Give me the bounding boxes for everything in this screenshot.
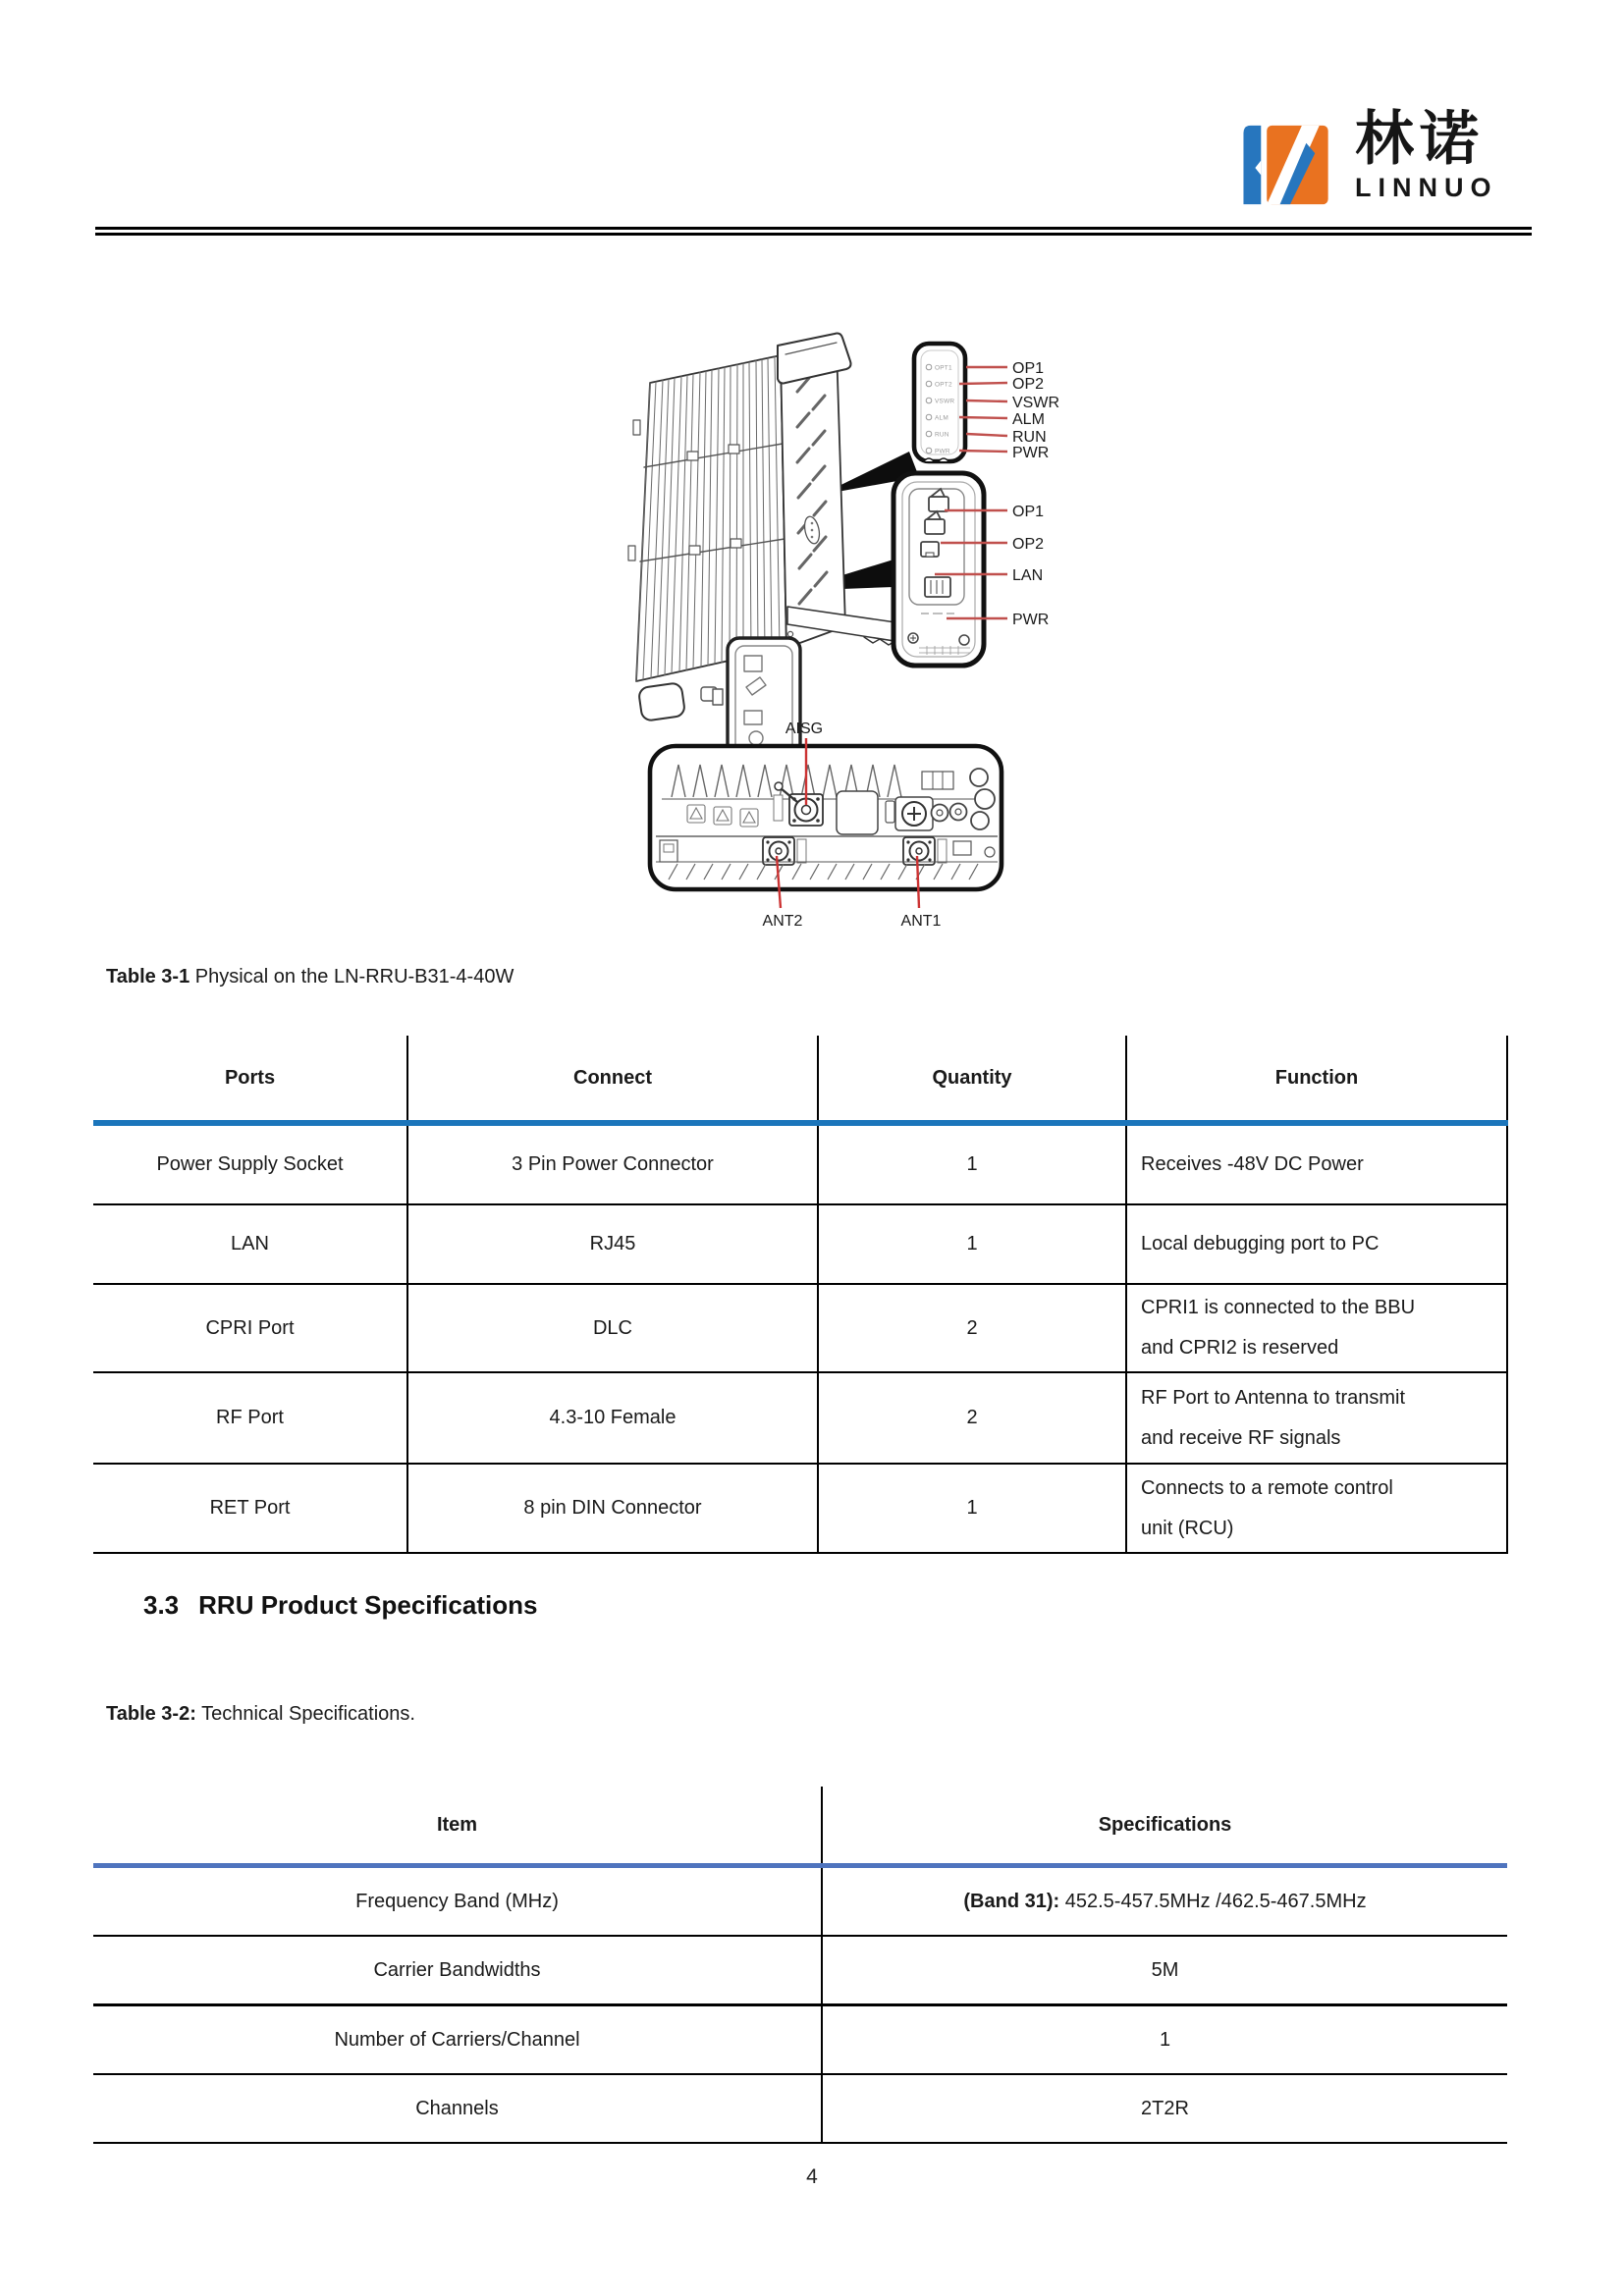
cell-port: RET Port (93, 1464, 407, 1553)
table-row (93, 2074, 1507, 2143)
bottom-callout-aisg: AISG (785, 721, 824, 737)
cell-connect: 3 Pin Power Connector (407, 1123, 818, 1204)
led-label-opt1: OPT1 (935, 364, 952, 372)
led-label-vswr: VSWR (935, 398, 955, 405)
port-panel-inset (893, 473, 1049, 666)
ant2-connector (763, 837, 806, 865)
company-logo (1239, 106, 1498, 220)
port-callout-lan: LAN (1012, 567, 1044, 584)
cell-function: Receives -48V DC Power (1126, 1123, 1507, 1204)
cell-function: Connects to a remote control unit (RCU) (1126, 1464, 1507, 1553)
table-row (93, 1936, 1507, 2005)
cell-function: CPRI1 is connected to the BBU and CPRI2 is reserved (1126, 1284, 1507, 1372)
bottom-view-inset (650, 721, 1001, 930)
cell-quantity: 1 (818, 1123, 1126, 1204)
cell-spec (822, 1866, 1507, 1937)
cell-quantity: 2 (818, 1372, 1126, 1464)
col-header-item: Item (93, 1787, 822, 1866)
cell-quantity: 1 (818, 1464, 1126, 1553)
port-callout-op2: OP2 (1012, 536, 1045, 553)
page-number: 4 (806, 2165, 818, 2188)
cell-connect: 4.3-10 Female (407, 1372, 818, 1464)
cell-spec: 2T2R (822, 2074, 1507, 2143)
col-header-quantity: Quantity (818, 1036, 1126, 1123)
table-row (93, 1123, 1507, 1204)
led-label-alm: ALM (935, 414, 948, 422)
section-title: RRU Product Specifications (198, 1590, 538, 1620)
table-header-row (93, 1036, 1507, 1123)
caption-number: Table 3-2: (106, 1703, 196, 1725)
cell-port: RF Port (93, 1372, 407, 1464)
led-callout-vswr: VSWR (1012, 395, 1059, 411)
cell-connect: RJ45 (407, 1204, 818, 1284)
cell-item: Number of Carriers/Channel (93, 2005, 822, 2075)
section-heading (143, 1590, 537, 1621)
led-label-opt2: OPT2 (935, 381, 952, 389)
spec-band-label: (Band 31): (963, 1890, 1060, 1912)
port-callout-op1: OP1 (1012, 504, 1045, 520)
port-callout-pwr: PWR (1012, 612, 1050, 628)
logo-chinese-name: 林诺 (1355, 106, 1485, 172)
cell-port: LAN (93, 1204, 407, 1284)
caption-text: Technical Specifications. (195, 1703, 415, 1725)
ports-table (93, 1036, 1508, 1554)
led-callout-run: RUN (1012, 429, 1047, 446)
cell-port: CPRI Port (93, 1284, 407, 1372)
specifications-table (93, 1787, 1507, 2144)
col-header-connect: Connect (407, 1036, 818, 1123)
cell-port: Power Supply Socket (93, 1123, 407, 1204)
cell-connect: DLC (407, 1284, 818, 1372)
logo-latin-name: LINNUO (1355, 173, 1498, 202)
rru-physical-figure (530, 324, 1119, 952)
led-label-pwr: PWR (935, 448, 950, 455)
cell-item: Carrier Bandwidths (93, 1936, 822, 2005)
led-callout-alm: ALM (1012, 411, 1045, 428)
header-double-rule (95, 227, 1532, 236)
cell-spec: 5M (822, 1936, 1507, 2005)
cell-function: RF Port to Antenna to transmit and receive RF signals (1126, 1372, 1507, 1464)
table-row (93, 1464, 1507, 1553)
led-callout-op2: OP2 (1012, 376, 1045, 393)
bottom-callout-ant1: ANT1 (900, 913, 942, 930)
ant1-connector (903, 837, 947, 865)
led-callout-op1: OP1 (1012, 360, 1045, 377)
caption-number: Table 3-1 (106, 966, 190, 988)
table-3-1-caption (106, 966, 514, 988)
cell-item: Channels (93, 2074, 822, 2143)
col-header-specifications: Specifications (822, 1787, 1507, 1866)
table-row (93, 1284, 1507, 1372)
cell-spec: 1 (822, 2005, 1507, 2075)
section-number: 3.3 (143, 1590, 180, 1620)
table-header-row (93, 1787, 1507, 1866)
cell-quantity: 2 (818, 1284, 1126, 1372)
cell-connect: 8 pin DIN Connector (407, 1464, 818, 1553)
table-3-2-caption (106, 1703, 415, 1726)
spec-band-value: 452.5-457.5MHz /462.5-467.5MHz (1059, 1890, 1367, 1912)
cell-quantity: 1 (818, 1204, 1126, 1284)
col-header-function: Function (1126, 1036, 1507, 1123)
col-header-ports: Ports (93, 1036, 407, 1123)
led-callout-pwr: PWR (1012, 445, 1050, 461)
table-row (93, 1372, 1507, 1464)
logo-mark-icon (1239, 110, 1341, 220)
led-panel-inset (914, 344, 1059, 461)
logo-text (1355, 106, 1498, 203)
table-row (93, 1866, 1507, 1937)
bottom-callout-ant2: ANT2 (762, 913, 803, 930)
cell-function: Local debugging port to PC (1126, 1204, 1507, 1284)
table-row (93, 1204, 1507, 1284)
table-row (93, 2005, 1507, 2075)
led-label-run: RUN (935, 431, 949, 439)
cell-item: Frequency Band (MHz) (93, 1866, 822, 1937)
caption-text: Physical on the LN-RRU-B31-4-40W (189, 966, 514, 988)
